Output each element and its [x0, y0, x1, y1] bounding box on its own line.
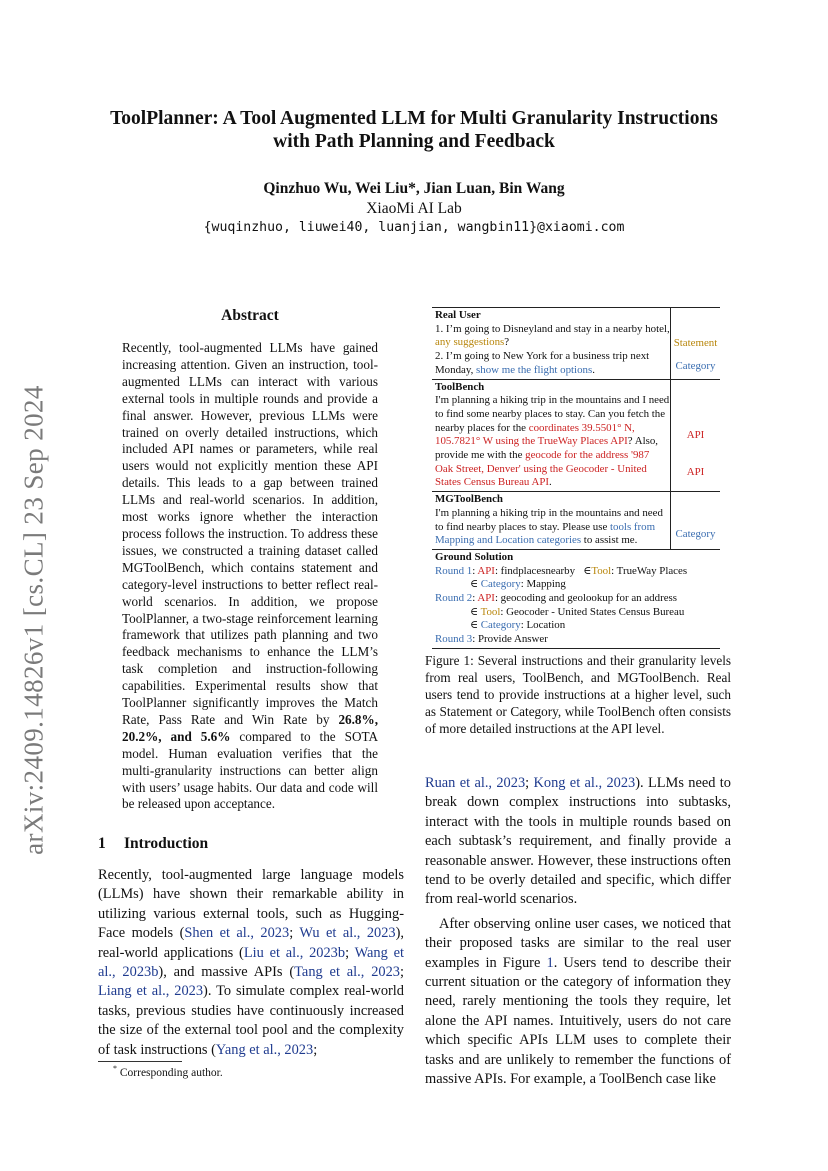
abstract-body — [122, 340, 378, 813]
tool-label: Tool — [480, 605, 501, 618]
api-label: API — [477, 564, 495, 577]
intro-text-3: ), and massive APIs ( — [158, 964, 295, 981]
highlight-api: coordinates 39.5501° N, 105.7821° W using the TrueWay Places API — [435, 421, 635, 448]
mgtoolbench-instruction: I'm planning a hiking trip in the mountains and need to find nearby places to stay. Please use tools from Mapping and Location categories to assist me. — [435, 506, 663, 547]
arxiv-identifier: arXiv:2409.14826v1 [cs.CL] 23 Sep 2024 — [18, 385, 49, 855]
title-line-2: with Path Planning and Feedback — [273, 131, 555, 152]
category-label: Category — [480, 578, 521, 591]
round-1-line: Round 1: API: findplacesnearby ∈Tool: TrueWay Places — [435, 564, 688, 577]
figure-1-table — [432, 307, 720, 649]
element-of-symbol: ∈ — [470, 605, 479, 618]
category-label: Category — [480, 619, 521, 632]
right-column-body — [425, 774, 731, 1090]
citation-link[interactable]: Kong et al., 2023 — [533, 775, 636, 791]
abstract-text-part1: Recently, tool-augmented LLMs have gained increasing attention. Given an instruction, tool-augmented LLMs can interact with various external tools in multiple rounds and provide a final answer. However, previous LLMs were trained on overly detailed instructions, which included API names or parameters, while real users would not explicitly mention these API details. This leads to a gap between trained LLMs and real-world scenarios. In addition, most works ignore whether the interaction process follows the instruction. To address these issues, we constructed a training dataset called MGToolBench, which contains statement and category-level instructions to better reflect real-world scenarios. In addition, we propose ToolPlanner, a two-stage reinforcement learning framework that utilizes path planning and two feedback mechanisms to enhance the LLM’s task completion and instruction-following capabilities. Experimental results show that ToolPlanner significantly improves the Match Rate, Pass Rate and Win Rate by — [122, 340, 378, 727]
author-affiliation: XiaoMi AI Lab — [366, 200, 462, 217]
granularity-tag-category: Category — [675, 359, 716, 372]
intro-sep-1: ; — [289, 925, 300, 942]
author-emails: {wuqinzhuo, liuwei40, luanjian, wangbin11}@xiaomi.com — [203, 220, 625, 235]
paper-title — [60, 107, 768, 153]
tool-label: Tool — [591, 564, 612, 577]
granularity-tag-statement: Statement — [673, 336, 718, 349]
highlight-statement: any suggestions — [435, 336, 505, 349]
toolbench-row — [432, 379, 720, 492]
element-of-symbol: ∈ — [470, 619, 479, 632]
title-line-1: ToolPlanner: A Tool Augmented LLM for Multi Granularity Instructions — [110, 108, 718, 129]
paragraph-text: ). LLMs need to break down complex instructions into subtasks, interact with the tools in multiple rounds based on each subtask’s requirement, and finally provide a reasonable answer. However, these instructions often tend to be overly detailed and specific, which differ from real-world scenarios. — [425, 775, 731, 908]
mgtoolbench-header: MGToolBench — [435, 493, 503, 506]
highlight-category: show me the flight options — [476, 363, 593, 376]
citation-link[interactable]: Ruan et al., 2023 — [425, 775, 526, 791]
section-number: 1 — [98, 835, 106, 852]
real-user-example-1: 1. I’m going to Disneyland and stay in a nearby hotel, any suggestions? — [435, 322, 670, 349]
arxiv-sidebar — [8, 360, 60, 880]
mgtoolbench-row — [432, 491, 720, 549]
paragraph-text: After observing online user cases, we noticed that their proposed tasks are similar to the real user examples in Figure — [425, 915, 731, 971]
citation-link[interactable]: Wang et al., 2023b — [98, 944, 404, 981]
introduction-paragraph — [98, 866, 404, 1060]
granularity-tag-category: Category — [675, 527, 716, 540]
citation-link[interactable]: Liu et al., 2023b — [243, 944, 346, 961]
figure-1-caption: Figure 1: Several instructions and their granularity levels from real users, ToolBench, and MGToolBench. Real users tend to provide instructions at a higher level, such as Statement or Category, while ToolBench often consists of more detailed instructions at the API level. — [425, 653, 731, 736]
real-user-row — [432, 308, 720, 379]
footnote-divider — [98, 1061, 182, 1062]
intro-text-4: ). To simulate complex real-world tasks, previous studies have continuously increased the size of the external tool pool and the complexity of task instructions ( — [98, 983, 404, 1058]
toolbench-header: ToolBench — [435, 380, 485, 393]
highlight-api: geocode for the address '987 Oak Street, Denver' using the Geocoder - United States Census Bureau API — [435, 449, 650, 489]
intro-text-2: ), real-world applications ( — [98, 925, 404, 961]
figure-reference-link[interactable]: 1 — [546, 954, 554, 971]
citation-link[interactable]: Wu et al., 2023 — [299, 925, 396, 942]
round-label: Round 1 — [435, 564, 473, 577]
round-2-tool: ∈ Tool: Geocoder - United States Census Bureau — [470, 605, 685, 618]
intro-text-5: ; — [313, 1041, 318, 1058]
granularity-tag-api: API — [686, 465, 705, 478]
round-3-line: Round 3: Provide Answer — [435, 633, 548, 646]
abstract-result-numbers: 26.8%, 20.2%, and 5.6% — [122, 711, 378, 744]
citation-link[interactable]: Tang et al., 2023 — [294, 964, 400, 981]
footnote-mark: * — [113, 1064, 117, 1073]
observation-paragraph — [425, 915, 731, 1090]
footnote-text: Corresponding author. — [119, 1066, 223, 1079]
abstract-text-part2: compared to the SOTA model. Human evaluation verifies that the multi-granularity instructions can better align with users’ usage habits. Our data and code will be released upon acceptance. — [122, 728, 378, 812]
element-of-symbol: ∈ — [470, 578, 479, 591]
real-user-header: Real User — [435, 309, 481, 321]
citation-link[interactable]: Yang et al., 2023 — [215, 1041, 314, 1058]
round-1-category: ∈ Category: Mapping — [470, 578, 566, 591]
intro-sep-3: ; — [400, 964, 404, 981]
intro-sep-2: ; — [345, 944, 355, 961]
abstract-heading: Abstract — [221, 307, 279, 324]
section-heading-introduction — [98, 835, 208, 853]
element-of-symbol: ∈ — [583, 564, 592, 577]
section-title: Introduction — [124, 835, 209, 852]
highlight-category: tools from Mapping and Location categories — [435, 520, 656, 547]
citation-link[interactable]: Liang et al., 2023 — [98, 983, 204, 1000]
footnote — [113, 1064, 223, 1079]
toolbench-instruction: I'm planning a hiking trip in the mountains and I need to find some nearby places to stay. Can you fetch the nearby places for the coordinates 39.5501° N, 105.7821° W using the TrueWay Places API? Also, provide me with the geocode for the address '987 Oak Street, Denver' using the Geocoder - United States Census Bureau API. — [435, 394, 670, 489]
round-2-category: ∈ Category: Location — [470, 619, 566, 632]
citation-link[interactable]: Shen et al., 2023 — [184, 925, 290, 942]
real-user-example-2: 2. I’m going to New York for a business trip next Monday, show me the flight options. — [435, 350, 650, 376]
round-2-line: Round 2: API: geocoding and geolookup for an address — [435, 592, 678, 605]
paragraph-text: . Users tend to describe their current situation or the category of information they need, rarely mentioning the tools they require, let alone the API names. Intuitively, users do not care which specific APIs LLM uses to complete their tasks and are unlikely to remember the functions of massive APIs. For example, a ToolBench case like — [425, 954, 731, 1088]
ground-solution-header: Ground Solution — [435, 550, 514, 563]
round-label: Round 2 — [435, 592, 473, 605]
round-label: Round 3 — [435, 633, 473, 646]
ground-solution-row — [432, 549, 720, 648]
intro-text-1: Recently, tool-augmented large language models (LLMs) have shown their remarkable ability in utilizing various external tools, such as Hugging-Face models ( — [98, 867, 404, 942]
continued-paragraph: Ruan et al., 2023; Kong et al., 2023). LLMs need to break down complex instructions into subtasks, interact with the tools in multiple rounds based on each subtask’s requirement, and finally provide a reasonable answer. However, these instructions often tend to be overly detailed and specific, which differ from real-world scenarios. — [425, 775, 731, 908]
granularity-tag-api: API — [686, 428, 705, 441]
api-label: API — [477, 592, 495, 605]
author-names: Qinzhuo Wu, Wei Liu*, Jian Luan, Bin Wang — [263, 180, 565, 197]
